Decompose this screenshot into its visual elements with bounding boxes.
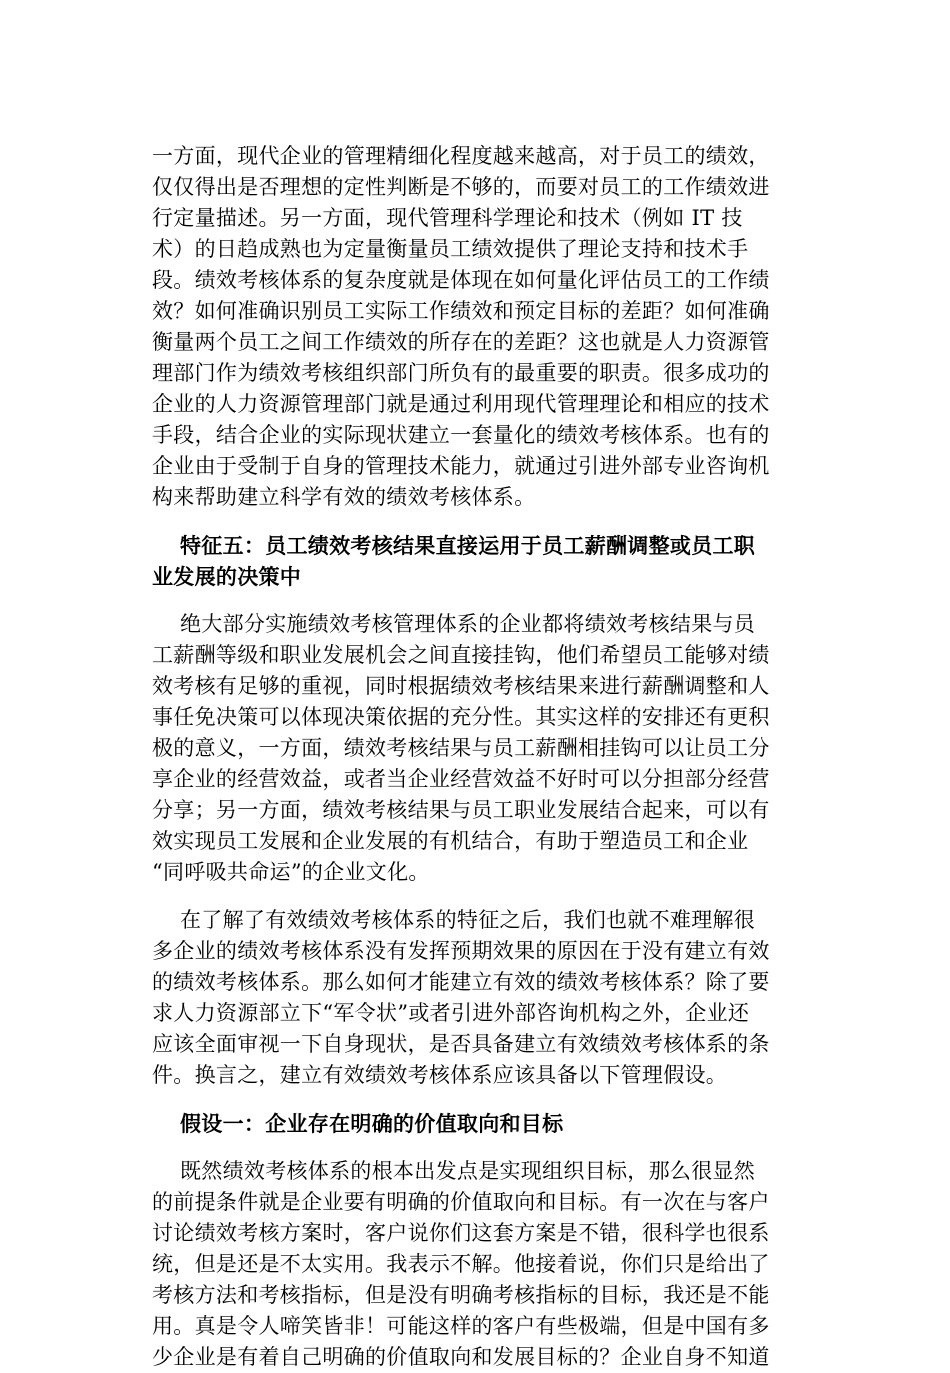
text-line: 绝大部分实施绩效考核管理体系的企业都将绩效考核结果与员	[180, 612, 756, 636]
paragraph-spacer	[152, 513, 800, 530]
text-line: 在了解了有效绩效考核体系的特征之后，我们也就不难理解很	[180, 908, 756, 932]
text-line: 效考核有足够的重视，同时根据绩效考核结果来进行薪酬调整和人	[152, 674, 770, 698]
section-heading-assumption-one	[152, 1108, 800, 1139]
text-line: 构来帮助建立科学有效的绩效考核体系。	[152, 485, 536, 509]
text-line: 少企业是有着自己明确的价值取向和发展目标的？企业自身不知道	[152, 1345, 770, 1369]
text-line: 享企业的经营效益，或者当企业经营效益不好时可以分担部分经营	[152, 767, 770, 791]
text-line: 的前提条件就是企业要有明确的价值取向和目标。有一次在与客户	[152, 1190, 770, 1214]
text-line: 讨论绩效考核方案时，客户说你们这套方案是不错，很科学也很系	[152, 1221, 770, 1245]
text-line: 的绩效考核体系。那么如何才能建立有效的绩效考核体系？除了要	[152, 970, 770, 994]
text-line: 用。真是令人啼笑皆非！可能这样的客户有些极端，但是中国有多	[152, 1314, 770, 1338]
text-line: 考核方法和考核指标，但是没有明确考核指标的目标，我还是不能	[152, 1283, 770, 1307]
text-line: “同呼吸共命运”的企业文化。	[152, 860, 430, 884]
text-line: 工薪酬等级和职业发展机会之间直接挂钩，他们希望员工能够对绩	[152, 643, 770, 667]
text-line: 理部门作为绩效考核组织部门所负有的最重要的职责。很多成功的	[152, 361, 770, 385]
text-line: 既然绩效考核体系的根本出发点是实现组织目标，那么很显然	[180, 1159, 756, 1183]
document-body	[152, 141, 800, 1373]
text-line: 效？如何准确识别员工实际工作绩效和预定目标的差距？如何准确	[152, 299, 770, 323]
paragraph-spacer	[152, 592, 800, 609]
text-line: 企业的人力资源管理部门就是通过利用现代管理理论和相应的技术	[152, 392, 770, 416]
paragraph-spacer	[152, 1091, 800, 1108]
text-line: 段。绩效考核体系的复杂度就是体现在如何量化评估员工的工作绩	[152, 268, 770, 292]
paragraph-intro	[152, 141, 800, 513]
paragraph-assumption-one-body	[152, 1156, 800, 1373]
text-line: 统，但是还是不太实用。我表示不解。他接着说，你们只是给出了	[152, 1252, 770, 1276]
text-line: 应该全面审视一下自身现状，是否具备建立有效绩效考核体系的条	[152, 1032, 770, 1056]
text-line: 极的意义，一方面，绩效考核结果与员工薪酬相挂钩可以让员工分	[152, 736, 770, 760]
heading-line: 假设一：企业存在明确的价值取向和目标	[180, 1111, 564, 1136]
text-line: 求人力资源部立下“军令状”或者引进外部咨询机构之外，企业还	[152, 1001, 750, 1025]
text-line: 术）的日趋成熟也为定量衡量员工绩效提供了理论支持和技术手	[152, 237, 749, 261]
text-line: 多企业的绩效考核体系没有发挥预期效果的原因在于没有建立有效	[152, 939, 770, 963]
paragraph-feature-five-body	[152, 609, 800, 888]
text-line: 事任免决策可以体现决策依据的充分性。其实这样的安排还有更积	[152, 705, 770, 729]
text-line: 手段，结合企业的实际现状建立一套量化的绩效考核体系。也有的	[152, 423, 770, 447]
text-line: 行定量描述。另一方面，现代管理科学理论和技术（例如 IT 技	[152, 206, 743, 230]
text-line: 效实现员工发展和企业发展的有机结合，有助于塑造员工和企业	[152, 829, 749, 853]
text-line: 企业由于受制于自身的管理技术能力，就通过引进外部专业咨询机	[152, 454, 770, 478]
heading-line: 特征五：员工绩效考核结果直接运用于员工薪酬调整或员工职	[180, 533, 756, 558]
paragraph-spacer	[152, 888, 800, 905]
text-line: 仅仅得出是否理想的定性判断是不够的，而要对员工的工作绩效进	[152, 175, 770, 199]
text-line: 分享；另一方面，绩效考核结果与员工职业发展结合起来，可以有	[152, 798, 770, 822]
heading-line: 业发展的决策中	[152, 564, 302, 589]
paragraph-assumptions-intro	[152, 905, 800, 1091]
section-heading-feature-five	[152, 530, 800, 592]
text-line: 件。换言之，建立有效绩效考核体系应该具备以下管理假设。	[152, 1063, 728, 1087]
text-line: 衡量两个员工之间工作绩效的所存在的差距？这也就是人力资源管	[152, 330, 770, 354]
paragraph-spacer	[152, 1139, 800, 1156]
text-line: 一方面，现代企业的管理精细化程度越来越高，对于员工的绩效，	[152, 144, 770, 168]
